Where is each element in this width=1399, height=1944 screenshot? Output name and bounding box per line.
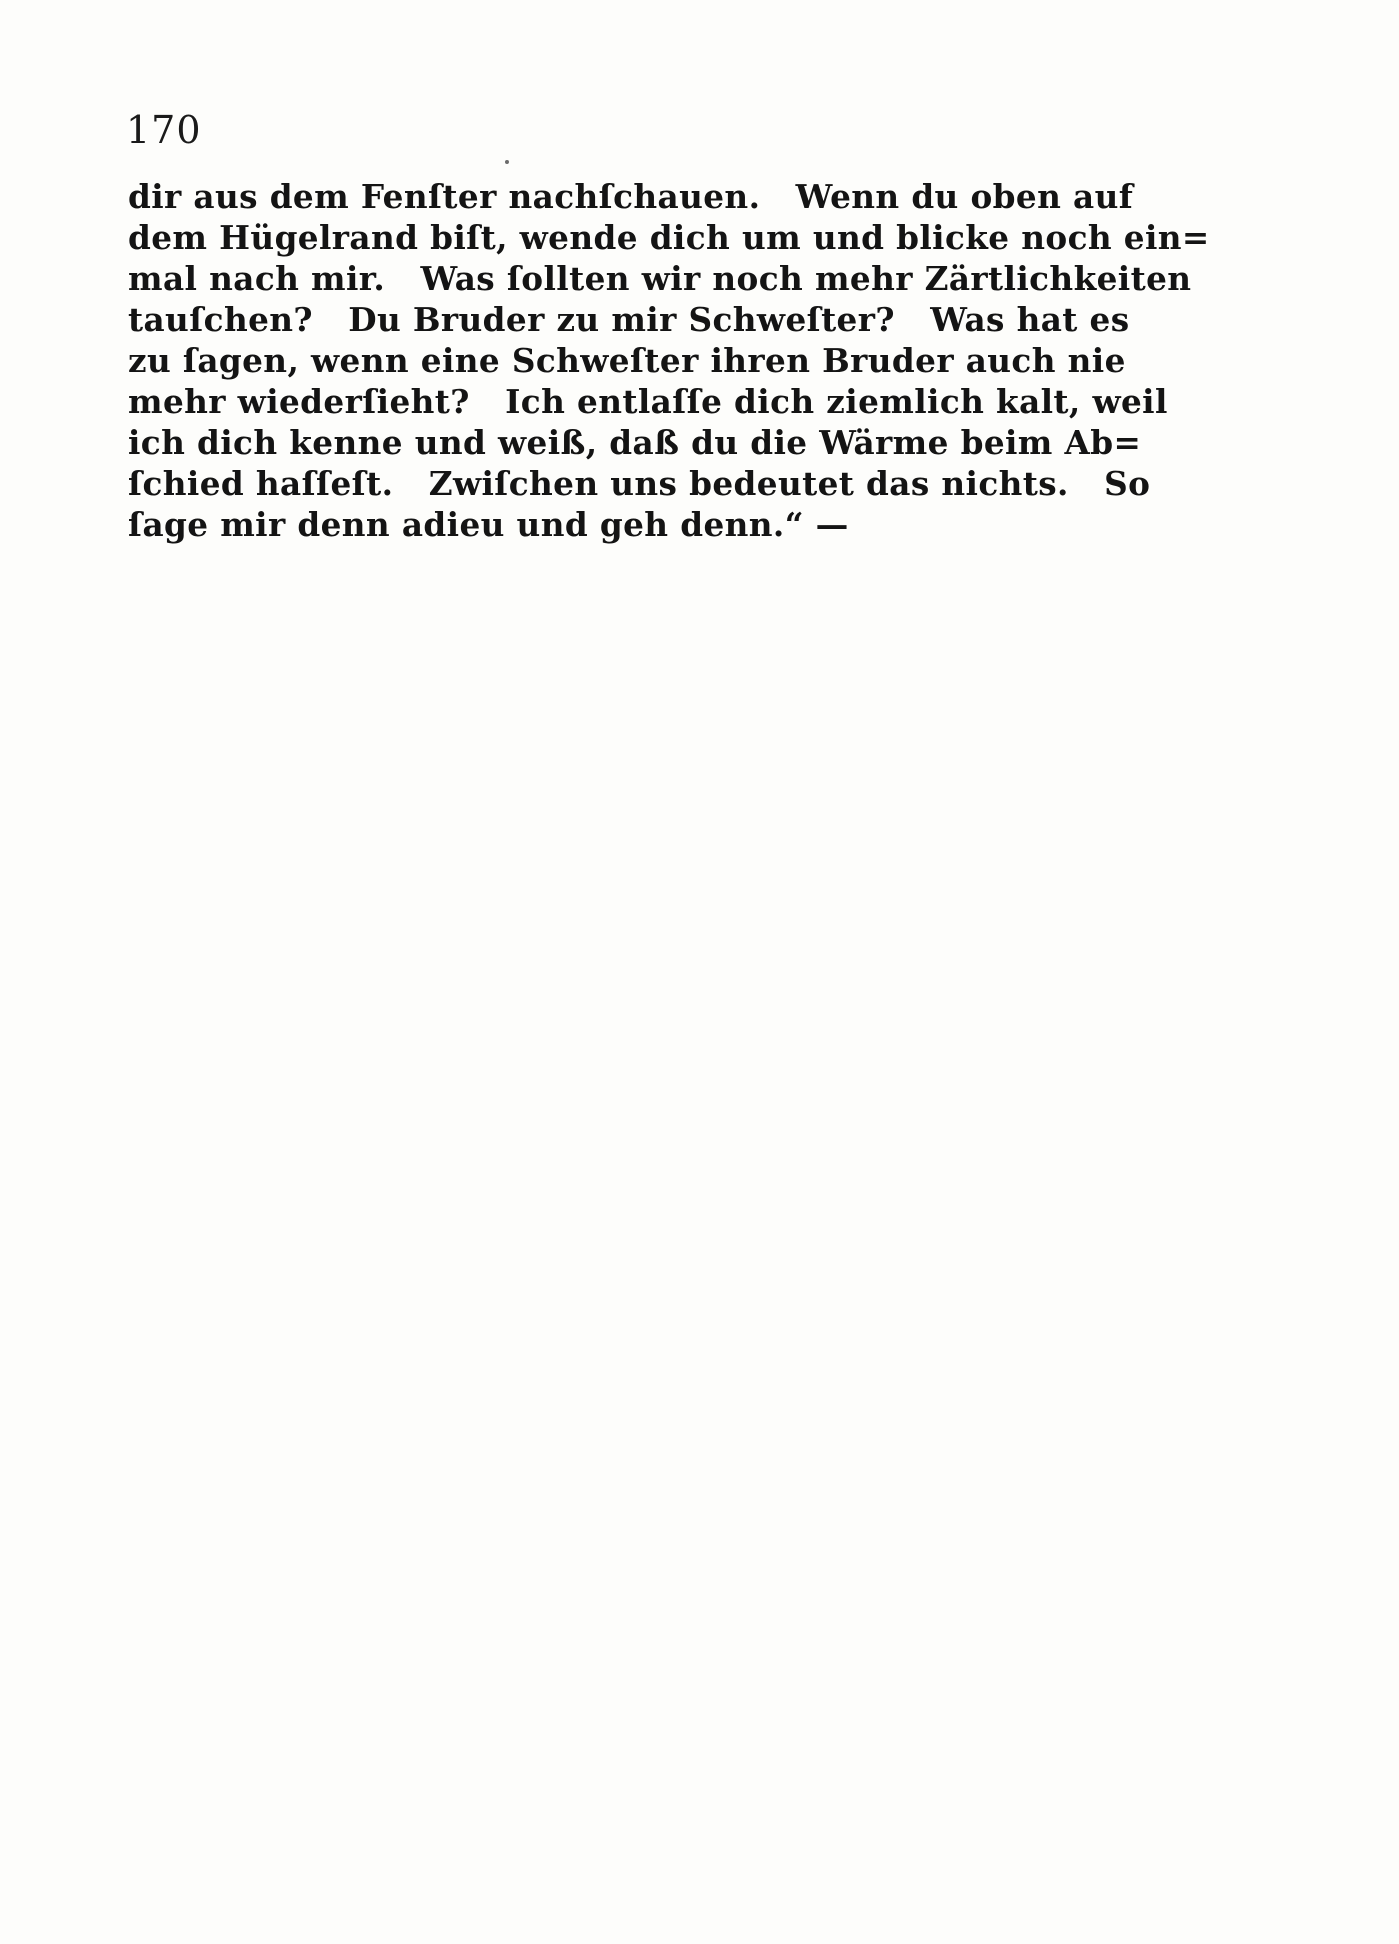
- print-speck-artifact: [505, 160, 509, 164]
- body-text-block: [128, 176, 1210, 545]
- text-line: tauſchen? Du Bruder zu mir Schweſter? Was hat es: [128, 300, 1130, 339]
- text-line: ich dich kenne und weiß, daß du die Wärme beim Ab=: [128, 423, 1142, 462]
- page-number: 170: [126, 108, 202, 152]
- text-line: zu ſagen, wenn eine Schweſter ihren Bruder auch nie: [128, 341, 1126, 380]
- text-line: dir aus dem Fenſter nachſchauen. Wenn du oben auf: [128, 177, 1134, 216]
- text-line: mehr wiederſieht? Ich entlaſſe dich ziemlich kalt, weil: [128, 382, 1168, 421]
- text-line: ſchied haſſeſt. Zwiſchen uns bedeutet das nichts. So: [128, 464, 1151, 503]
- text-line: mal nach mir. Was ſollten wir noch mehr Zärtlichkeiten: [128, 259, 1192, 298]
- text-line: ſage mir denn adieu und geh denn.“ —: [128, 505, 849, 544]
- text-line: dem Hügelrand biſt, wende dich um und blicke noch ein=: [128, 218, 1210, 257]
